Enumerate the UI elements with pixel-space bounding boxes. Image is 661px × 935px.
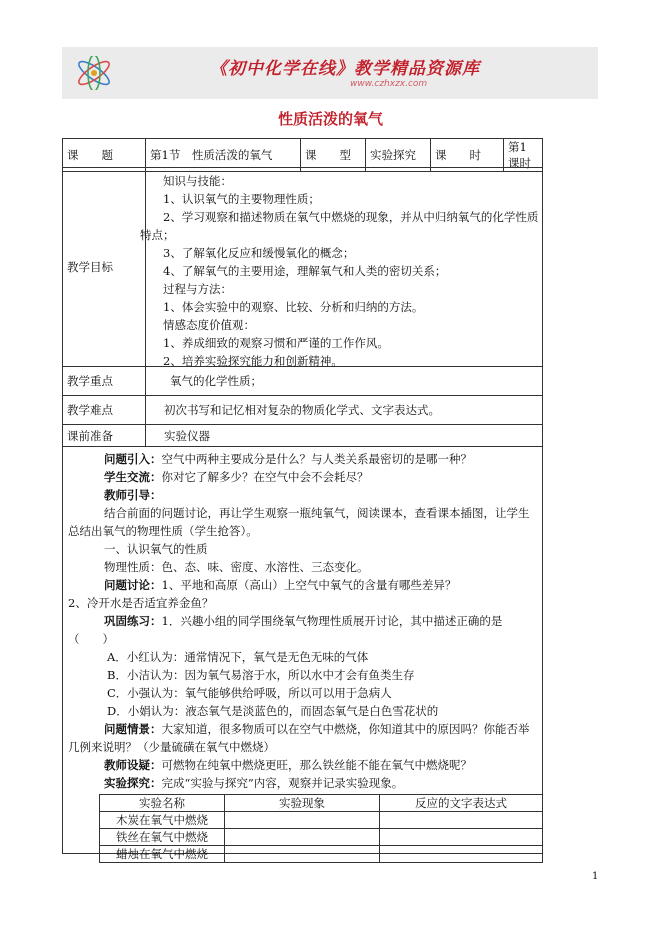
teacher-question: 教师设疑：可燃物在纯氧中燃烧更旺，那么铁丝能不能在氧气中燃烧呢？ <box>104 758 472 772</box>
banner-title: 《初中化学在线》教学精品资源库 <box>210 59 480 79</box>
difficulty-value: 初次书写和记忆相对复杂的物质化学式、文字表达式。 <box>146 396 543 425</box>
experiment-table <box>99 794 543 863</box>
paragraph-line: 总结出氧气的物理性质（学生抢答）。 <box>68 524 258 538</box>
type-label: 课 型 <box>301 139 366 172</box>
objectives-line: 特点； <box>140 228 175 242</box>
situation-line: 几例来说明？（少量硫磺在氧气中燃烧） <box>68 740 275 754</box>
objectives-label: 教学目标 <box>63 168 146 367</box>
objectives-line: 知识与技能： <box>163 174 232 188</box>
table-header: 实验名称 <box>100 795 225 812</box>
objectives-line: 过程与方法： <box>163 282 232 296</box>
question-intro: 问题引入：空气中两种主要成分是什么？与人类关系最密切的是哪一种？ <box>104 452 472 466</box>
option-a: A．小红认为：通常情况下，氧气是无色无味的气体 <box>107 650 369 664</box>
option-b: B．小洁认为：因为氧气易溶于水，所以水中才会有鱼类生存 <box>107 668 415 682</box>
exercise: 巩固练习：1．兴趣小组的同学围绕氧气物理性质展开讨论，其中描述正确的是 <box>104 614 503 628</box>
paragraph-line: 结合前面的问题讨论，再让学生观察一瓶纯氧气，阅读课本，查看课本插图，让学生 <box>104 506 530 520</box>
table-row: 木炭在氧气中燃烧 <box>100 812 543 829</box>
objectives-line: 1、认识氧气的主要物理性质； <box>163 192 320 206</box>
page-number: 1 <box>592 871 599 882</box>
table-row: 蜡烛在氧气中燃烧 <box>100 846 543 863</box>
lesson-value: 第1节 性质活泼的氧气 <box>146 139 301 172</box>
student-exchange: 学生交流：你对它了解多少？在空气中会不会耗尽？ <box>104 470 369 484</box>
key-point-value: 氧气的化学性质； <box>146 367 543 396</box>
preparation-value: 实验仪器 <box>146 425 543 447</box>
document-title: 性质活泼的氧气 <box>277 110 383 128</box>
objectives-line: 1、体会实验中的观察、比较、分析和归纳的方法。 <box>163 300 424 314</box>
hours-label: 课 时 <box>431 139 504 172</box>
discussion-line: 2、冷开水是否适宜养金鱼？ <box>68 596 214 610</box>
preparation-label: 课前准备 <box>63 425 146 447</box>
atom-logo-icon <box>72 56 116 90</box>
table-row: 铁丝在氧气中燃烧 <box>100 829 543 846</box>
lesson-label: 课 题 <box>63 139 146 172</box>
discussion: 问题讨论：1、平地和高原（高山）上空气中氧气的含量有哪些差异？ <box>104 578 457 592</box>
banner-url: www.czhxzx.com <box>350 79 428 89</box>
objectives-line: 情感态度价值观： <box>163 318 255 332</box>
objectives-line: 3、了解氧化反应和缓慢氧化的概念； <box>163 246 355 260</box>
exercise-bracket: （ ） <box>68 632 114 646</box>
experiment-inquiry: 实验探究：完成“实验与探究”内容，观察并记录实验现象。 <box>104 776 404 790</box>
objectives-line: 1、养成细致的观察习惯和严谨的工作作风。 <box>163 336 389 350</box>
table-header: 实验现象 <box>225 795 380 812</box>
hours-value: 第1课时 <box>504 139 543 172</box>
type-value: 实验探究 <box>366 139 431 172</box>
option-d: D．小娟认为：液态氧气是淡蓝色的，而固态氧气是白色雪花状的 <box>107 704 439 718</box>
key-point-label: 教学重点 <box>63 367 146 396</box>
objectives-line: 2、学习观察和描述物质在氧气中燃烧的现象，并从中归纳氧气的化学性质 <box>163 210 539 224</box>
option-c: C．小强认为：氧气能够供给呼吸，所以可以用于急病人 <box>107 686 392 700</box>
section-heading: 一、认识氧气的性质 <box>104 542 208 556</box>
difficulty-label: 教学难点 <box>63 396 146 425</box>
teacher-guide-label: 教师引导： <box>104 488 162 502</box>
objectives-line: 4、了解氧气的主要用途，理解氧气和人类的密切关系； <box>163 264 447 278</box>
objectives-line: 2、培养实验探究能力和创新精神。 <box>163 354 343 368</box>
situation: 问题情景：大家知道，很多物质可以在空气中燃烧，你知道其中的原因吗？你能否举 <box>104 722 530 736</box>
table-header: 反应的文字表达式 <box>380 795 543 812</box>
physical-properties: 物理性质：色、态、味、密度、水溶性、三态变化。 <box>104 560 369 574</box>
